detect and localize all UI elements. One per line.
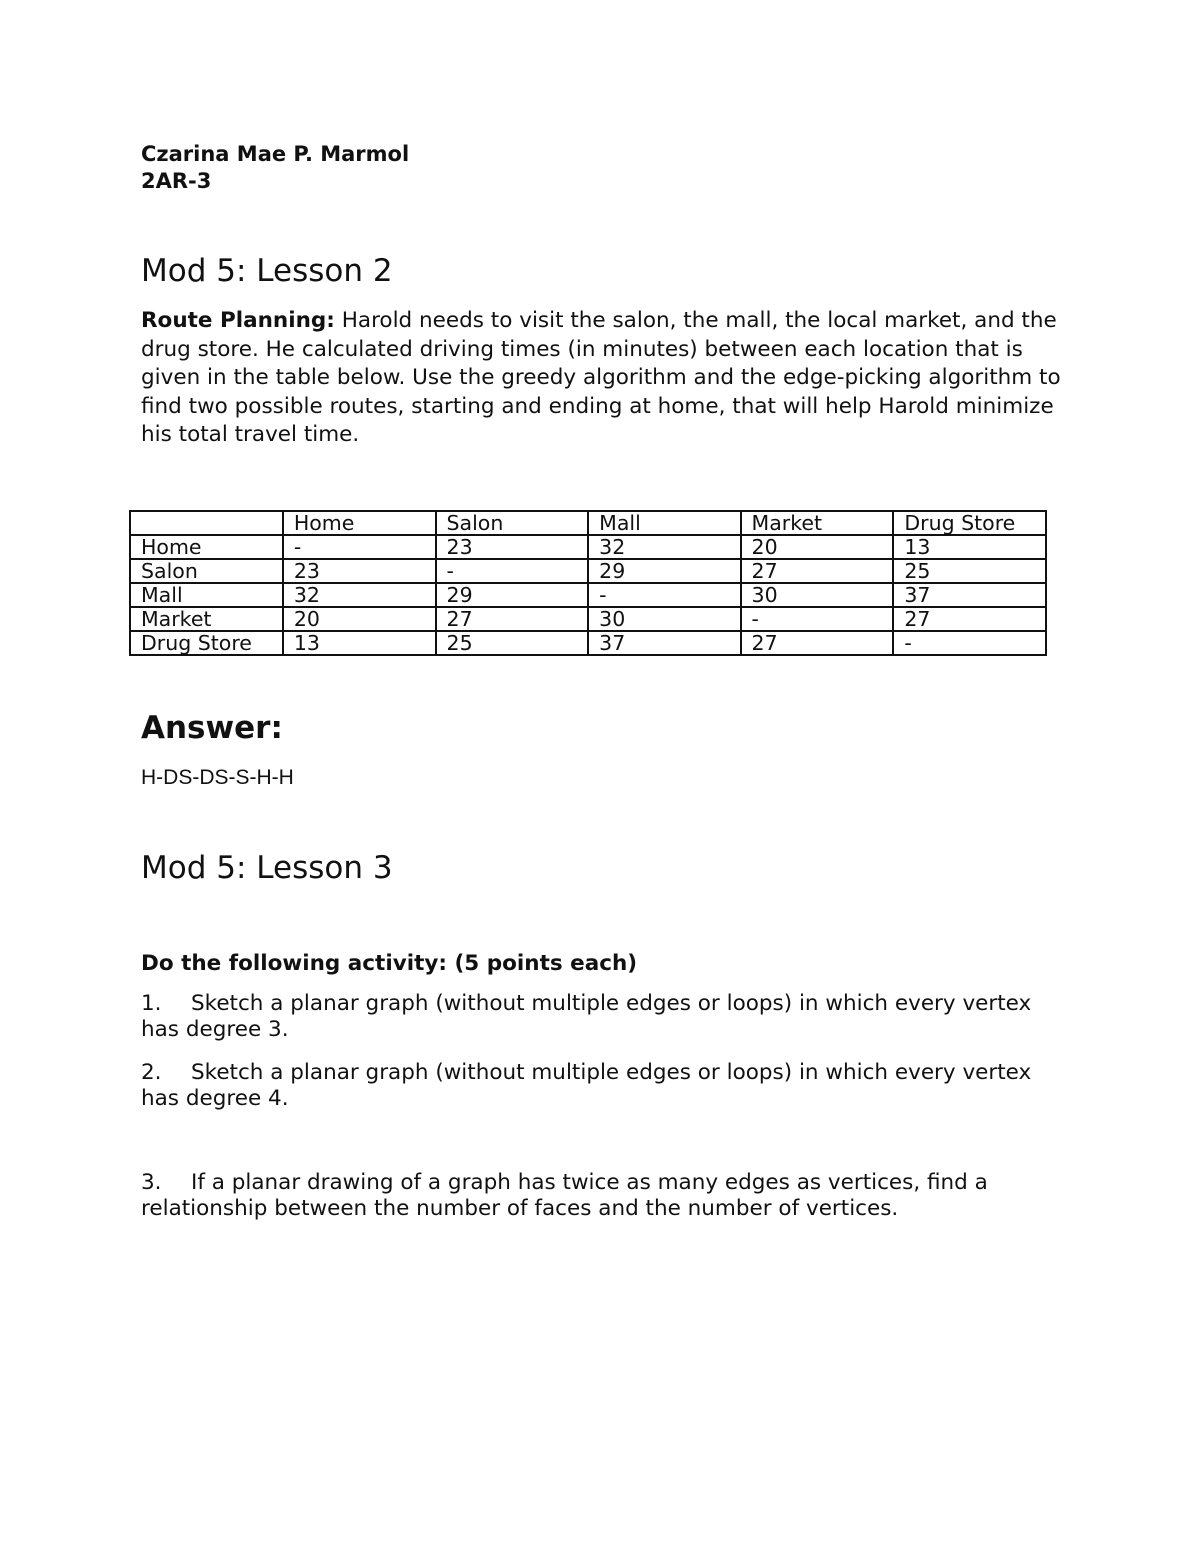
item-number: 1. — [141, 991, 162, 1016]
answer-text: H-DS-DS-S-H-H — [141, 766, 294, 789]
item-text: If a planar drawing of a graph has twice as many edges as vertices, find a relationship between the number of faces and the number of vertices. — [141, 1170, 988, 1221]
item-text: Sketch a planar graph (without multiple edges or loops) in which every vertex has degree 3. — [141, 991, 1032, 1042]
lesson3-title: Mod 5: Lesson 3 — [141, 850, 393, 886]
table-cell: Salon — [130, 559, 283, 583]
activity-item — [141, 991, 1061, 1043]
table-cell: 32 — [588, 535, 740, 559]
table-cell: 13 — [893, 535, 1046, 559]
table-cell: 23 — [283, 559, 436, 583]
table-row — [130, 631, 1046, 655]
table-cell: 32 — [283, 583, 436, 607]
table-cell: - — [741, 607, 894, 631]
table-cell: Mall — [130, 583, 283, 607]
table-header-cell: Salon — [436, 511, 589, 535]
table-cell: 20 — [741, 535, 894, 559]
table-cell: - — [436, 559, 589, 583]
table-cell: Drug Store — [130, 631, 283, 655]
table-cell: 25 — [893, 559, 1046, 583]
item-text: Sketch a planar graph (without multiple edges or loops) in which every vertex has degree 4. — [141, 1060, 1032, 1111]
table-cell: 20 — [283, 607, 436, 631]
student-section: 2AR-3 — [141, 169, 212, 193]
table-header-cell: Home — [283, 511, 436, 535]
route-planning-paragraph — [141, 307, 1081, 450]
table-cell: Market — [130, 607, 283, 631]
table-row — [130, 559, 1046, 583]
student-name: Czarina Mae P. Marmol — [141, 142, 410, 166]
table-cell: 23 — [436, 535, 589, 559]
table-header-cell: Drug Store — [893, 511, 1046, 535]
table-header-cell: Mall — [588, 511, 740, 535]
table-cell: 27 — [893, 607, 1046, 631]
activity-item — [141, 1170, 1061, 1222]
table-header-cell — [130, 511, 283, 535]
table-cell: 37 — [893, 583, 1046, 607]
activity-item — [141, 1060, 1061, 1112]
table-row — [130, 535, 1046, 559]
table-header-cell: Market — [741, 511, 894, 535]
table-cell: 27 — [436, 607, 589, 631]
table-cell: 30 — [588, 607, 740, 631]
route-planning-label: Route Planning: — [141, 308, 335, 333]
route-planning-text: Harold needs to visit the salon, the mall, the local market, and the drug store. He calculated driving times (in minutes) between each location that is given in the table below. Use the greedy algorithm and the edge-picking algorithm to find two possible routes, starting and ending at home, that will help Harold minimize his total travel time. — [141, 308, 1061, 447]
table-cell: 29 — [436, 583, 589, 607]
table-cell: 29 — [588, 559, 740, 583]
table-row — [130, 607, 1046, 631]
table-cell: Home — [130, 535, 283, 559]
table-cell: 30 — [741, 583, 894, 607]
activity-heading: Do the following activity: (5 points each) — [141, 951, 638, 976]
answer-heading: Answer: — [141, 710, 283, 746]
item-number: 2. — [141, 1060, 162, 1085]
table-cell: 27 — [741, 559, 894, 583]
lesson2-title: Mod 5: Lesson 2 — [141, 253, 393, 289]
item-number: 3. — [141, 1170, 162, 1195]
table-cell: - — [893, 631, 1046, 655]
table-cell: 27 — [741, 631, 894, 655]
table-row — [130, 583, 1046, 607]
driving-times-table — [129, 510, 1047, 656]
table-cell: - — [588, 583, 740, 607]
table-header-row — [130, 511, 1046, 535]
table-cell: 25 — [436, 631, 589, 655]
table-cell: 37 — [588, 631, 740, 655]
table-cell: - — [283, 535, 436, 559]
table-cell: 13 — [283, 631, 436, 655]
